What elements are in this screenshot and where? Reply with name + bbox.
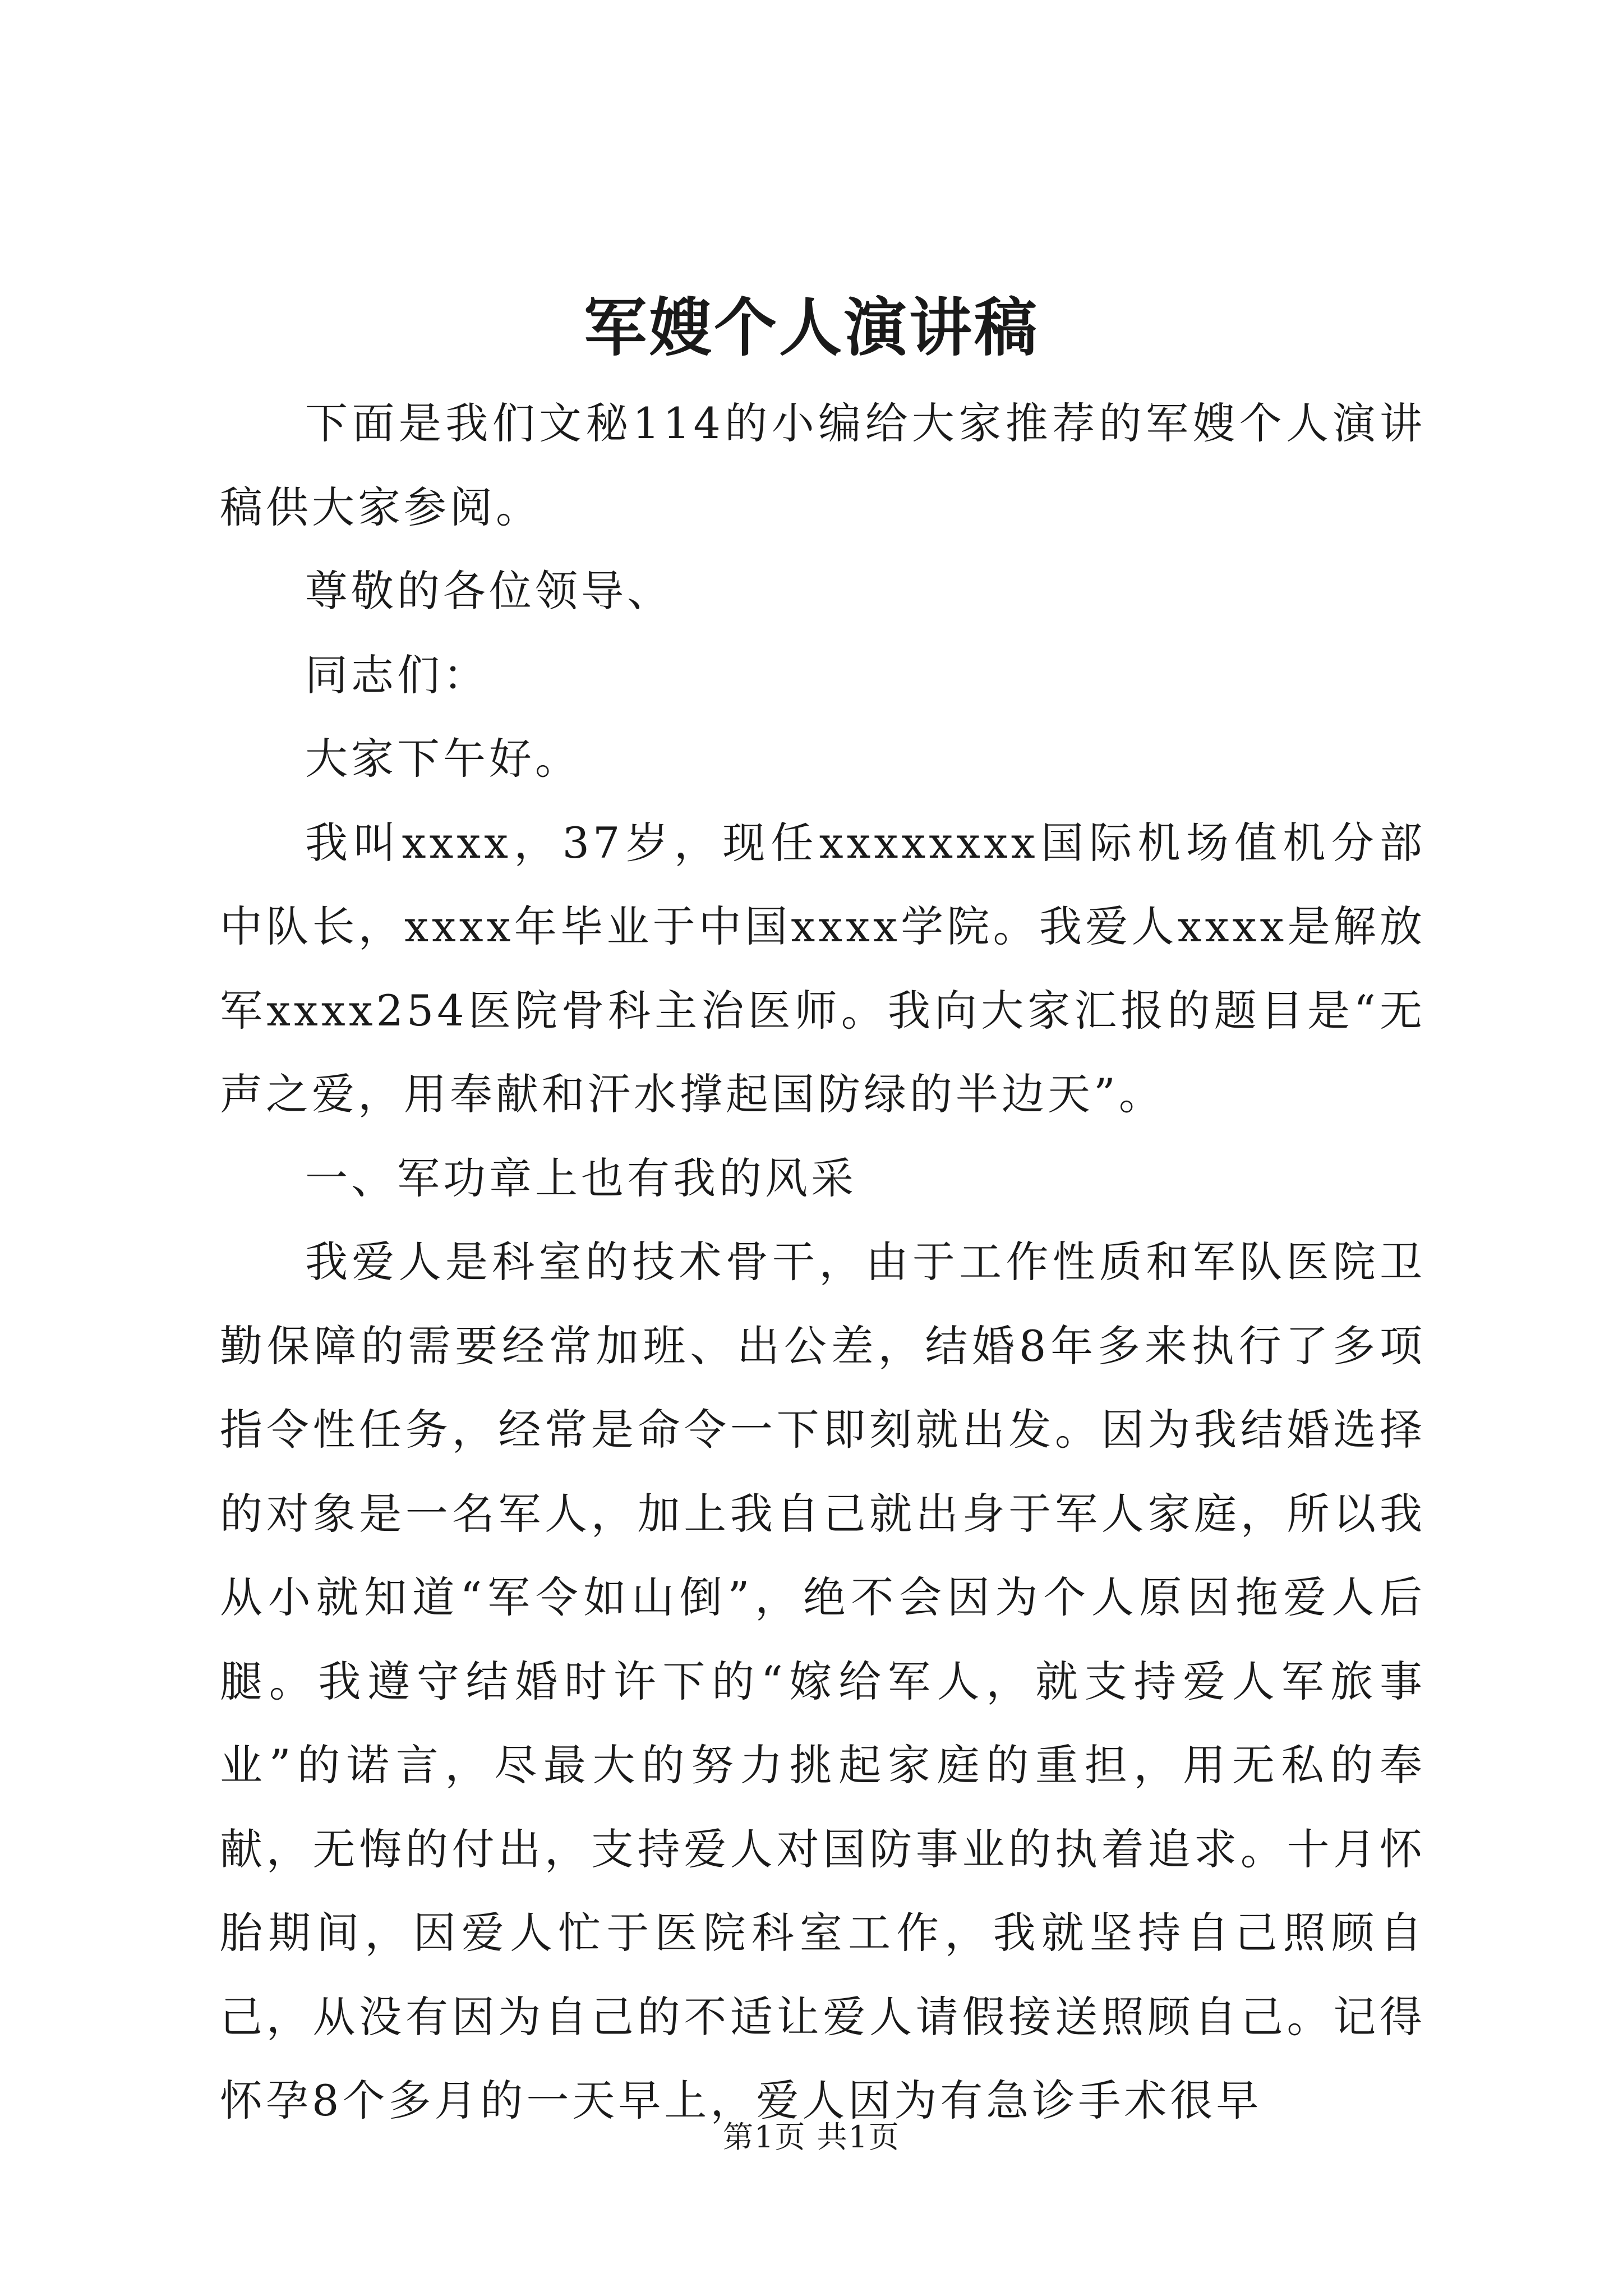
paragraph-self-introduction: 我叫xxxx，37岁，现任xxxxxxxx国际机场值机分部中队长，xxxx年毕业于中国xxxx学院。我爱人xxxx是解放军xxxx254医院骨科主治医师。我向大家汇报的题目是“无声之爱，用奉献和汗水撑起国防绿的半边天”。 [220, 817, 1426, 1119]
paragraph-section-body: 我爱人是科室的技术骨干，由于工作性质和军队医院卫勤保障的需要经常加班、出公差，结婚8年多来执行了多项指令性任务，经常是命令一下即刻就出发。因为我结婚选择的对象是一名军人，加上我自己就出身于军人家庭，所以我从小就知道“军令如山倒”，绝不会因为个人原因拖爱人后腿。我遵守结婚时许下的“嫁给军人，就支持爱人军旅事业”的诺言，尽最大的努力挑起家庭的重担，用无私的奉献，无悔的付出，支持爱人对国防事业的执着追求。十月怀胎期间，因爱人忙于医院科室工作，我就坚持自己照顾自己，从没有因为自己的不适让爱人请假接送照顾自己。记得怀孕8个多月的一天早上，爱人因为有急诊手术很早 [220, 1237, 1426, 2125]
paragraph-salutation: 尊敬的各位领导、 [305, 566, 673, 616]
paragraph-intro: 下面是我们文秘114的小编给大家推荐的军嫂个人演讲稿供大家参阅。 [220, 398, 1426, 532]
document-body [220, 381, 1426, 2143]
document-title: 军嫂个人演讲稿 [584, 291, 1039, 365]
paragraph-greeting: 大家下午好。 [305, 734, 581, 784]
page-footer: 第1页 共1页 [723, 2119, 900, 2155]
section-heading: 一、军功章上也有我的风采 [305, 1153, 857, 1203]
paragraph-salutation-2: 同志们： [305, 650, 489, 700]
